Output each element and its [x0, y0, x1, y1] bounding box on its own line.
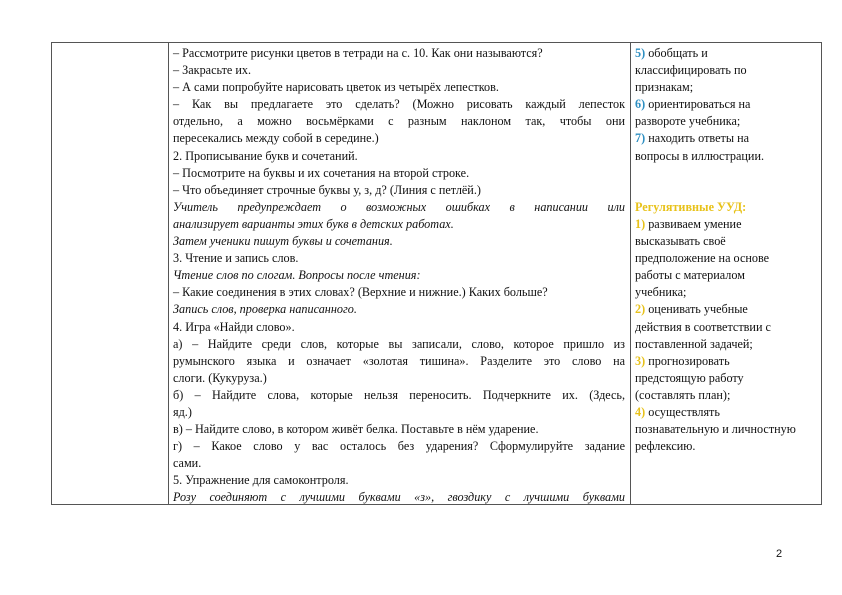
skill-item-number: 6)	[635, 97, 646, 112]
skill-item-text: развиваем умение	[648, 216, 742, 231]
spacer	[635, 165, 819, 182]
skill-item-line	[635, 353, 819, 370]
skill-item-text: признакам;	[635, 80, 694, 95]
activity-line: 5. Упражнение для самоконтроля.	[173, 473, 349, 488]
activity-line: отдельно, а можно восьмёрками с разным наклоном так, чтобы они	[173, 114, 625, 129]
activity-line: – Что объединяет строчные буквы у, з, д? (Линия с петлёй.)	[173, 182, 481, 197]
column-divider-left	[168, 43, 169, 504]
skill-item-number: 1)	[635, 216, 646, 231]
activity-line: г) – Какое слово у вас осталось без ударения? Сформулируйте задание	[173, 439, 625, 454]
regulatory-heading: Регулятивные УУД:	[635, 199, 747, 214]
skill-item-text: познавательную и личностную	[635, 422, 796, 437]
activity-line: б) – Найдите слова, которые нельзя переносить. Подчеркните их. (Здесь,	[173, 387, 625, 402]
page-number: 2	[776, 548, 783, 560]
skill-item-text: (составлять план);	[635, 387, 731, 402]
activity-line: Затем ученики пишут буквы и сочетания.	[173, 234, 393, 249]
skill-item-line	[635, 130, 819, 147]
skill-item-number: 3)	[635, 353, 646, 368]
skill-item-text: учебника;	[635, 285, 687, 300]
skill-item-text: предстоящую работу	[635, 370, 744, 385]
activity-line: – А сами попробуйте нарисовать цветок из четырёх лепестков.	[173, 80, 499, 95]
activity-line: румынского языка и означает «золотая тишина». Разделите это слово на	[173, 353, 625, 368]
skill-item-text: высказывать своё	[635, 234, 726, 249]
skill-item-text: поставленной задачей;	[635, 336, 753, 351]
skill-item-line	[635, 387, 819, 404]
skill-item-text: классифицировать по	[635, 63, 747, 78]
skill-item-line	[635, 301, 819, 318]
skill-item-line	[635, 267, 819, 284]
activity-line: сами.	[173, 456, 202, 471]
activity-line: а) – Найдите среди слов, которые вы записали, слово, которое пришло из	[173, 336, 625, 351]
skill-item-line	[635, 62, 819, 79]
skill-item-number: 5)	[635, 46, 646, 60]
skill-item-line	[635, 79, 819, 96]
activity-line: 3. Чтение и запись слов.	[173, 251, 299, 266]
skill-item-line	[635, 438, 819, 455]
lesson-activities-column	[173, 45, 625, 507]
skill-item-text: действия в соответствии с	[635, 319, 771, 334]
activity-line: – Посмотрите на буквы и их сочетания на второй строке.	[173, 165, 470, 180]
skill-item-text: предположение на основе	[635, 251, 770, 266]
activity-line: слоги. (Кукуруза.)	[173, 370, 267, 385]
skill-item-line	[635, 233, 819, 250]
skill-item-text: обобщать и	[648, 46, 708, 60]
skill-item-text: рефлексию.	[635, 439, 696, 454]
skill-item-line	[635, 421, 819, 438]
activity-line: Учитель предупреждает о возможных ошибках в написании или	[173, 199, 625, 214]
skill-item-line	[635, 250, 819, 267]
learning-skills-column	[635, 45, 819, 455]
activity-line: яд.)	[173, 404, 192, 419]
skill-item-text: работы с материалом	[635, 268, 745, 283]
activity-line: 2. Прописывание букв и сочетаний.	[173, 148, 358, 163]
skill-item-text: ориентироваться на	[648, 97, 751, 112]
skill-item-line	[635, 148, 819, 165]
lesson-table	[51, 42, 822, 505]
skill-item-line	[635, 319, 819, 336]
activity-line: пересекались между собой в середине.)	[173, 131, 379, 146]
skill-item-text: осуществлять	[648, 404, 720, 419]
skill-item-line	[635, 45, 819, 62]
skill-item-text: находить ответы на	[648, 131, 750, 146]
activity-line: Розу соединяют с лучшими буквами «з», гвоздику с лучшими буквами	[173, 490, 625, 505]
activity-line: Запись слов, проверка написанного.	[173, 302, 357, 317]
skill-item-text: вопросы в иллюстрации.	[635, 148, 765, 163]
skill-item-line	[635, 96, 819, 113]
activity-line: 4. Игра «Найди слово».	[173, 319, 295, 334]
skill-item-line	[635, 404, 819, 421]
activity-line: – Какие соединения в этих словах? (Верхние и нижние.) Каких больше?	[173, 285, 548, 300]
skill-item-line	[635, 284, 819, 301]
skill-item-line	[635, 113, 819, 130]
skill-item-line	[635, 336, 819, 353]
column-divider-right	[630, 43, 631, 504]
skill-item-line	[635, 370, 819, 387]
spacer	[635, 182, 819, 199]
skill-item-number: 7)	[635, 131, 646, 146]
activity-line: анализирует варианты этих букв в детских работах.	[173, 216, 454, 231]
activity-line: – Рассмотрите рисунки цветов в тетради на с. 10. Как они называются?	[173, 46, 543, 60]
skill-item-number: 4)	[635, 404, 646, 419]
skill-item-line	[635, 216, 819, 233]
activity-line: Чтение слов по слогам. Вопросы после чтения:	[173, 268, 421, 283]
activity-line: в) – Найдите слово, в котором живёт белка. Поставьте в нём ударение.	[173, 422, 539, 437]
skill-item-text: прогнозировать	[648, 353, 730, 368]
activity-line: – Как вы предлагаете это сделать? (Можно рисовать каждый лепесток	[173, 97, 625, 112]
skill-item-text: развороте учебника;	[635, 114, 741, 129]
skill-item-text: оценивать учебные	[648, 302, 748, 317]
activity-line: – Закрасьте их.	[173, 63, 252, 78]
skill-item-number: 2)	[635, 302, 646, 317]
